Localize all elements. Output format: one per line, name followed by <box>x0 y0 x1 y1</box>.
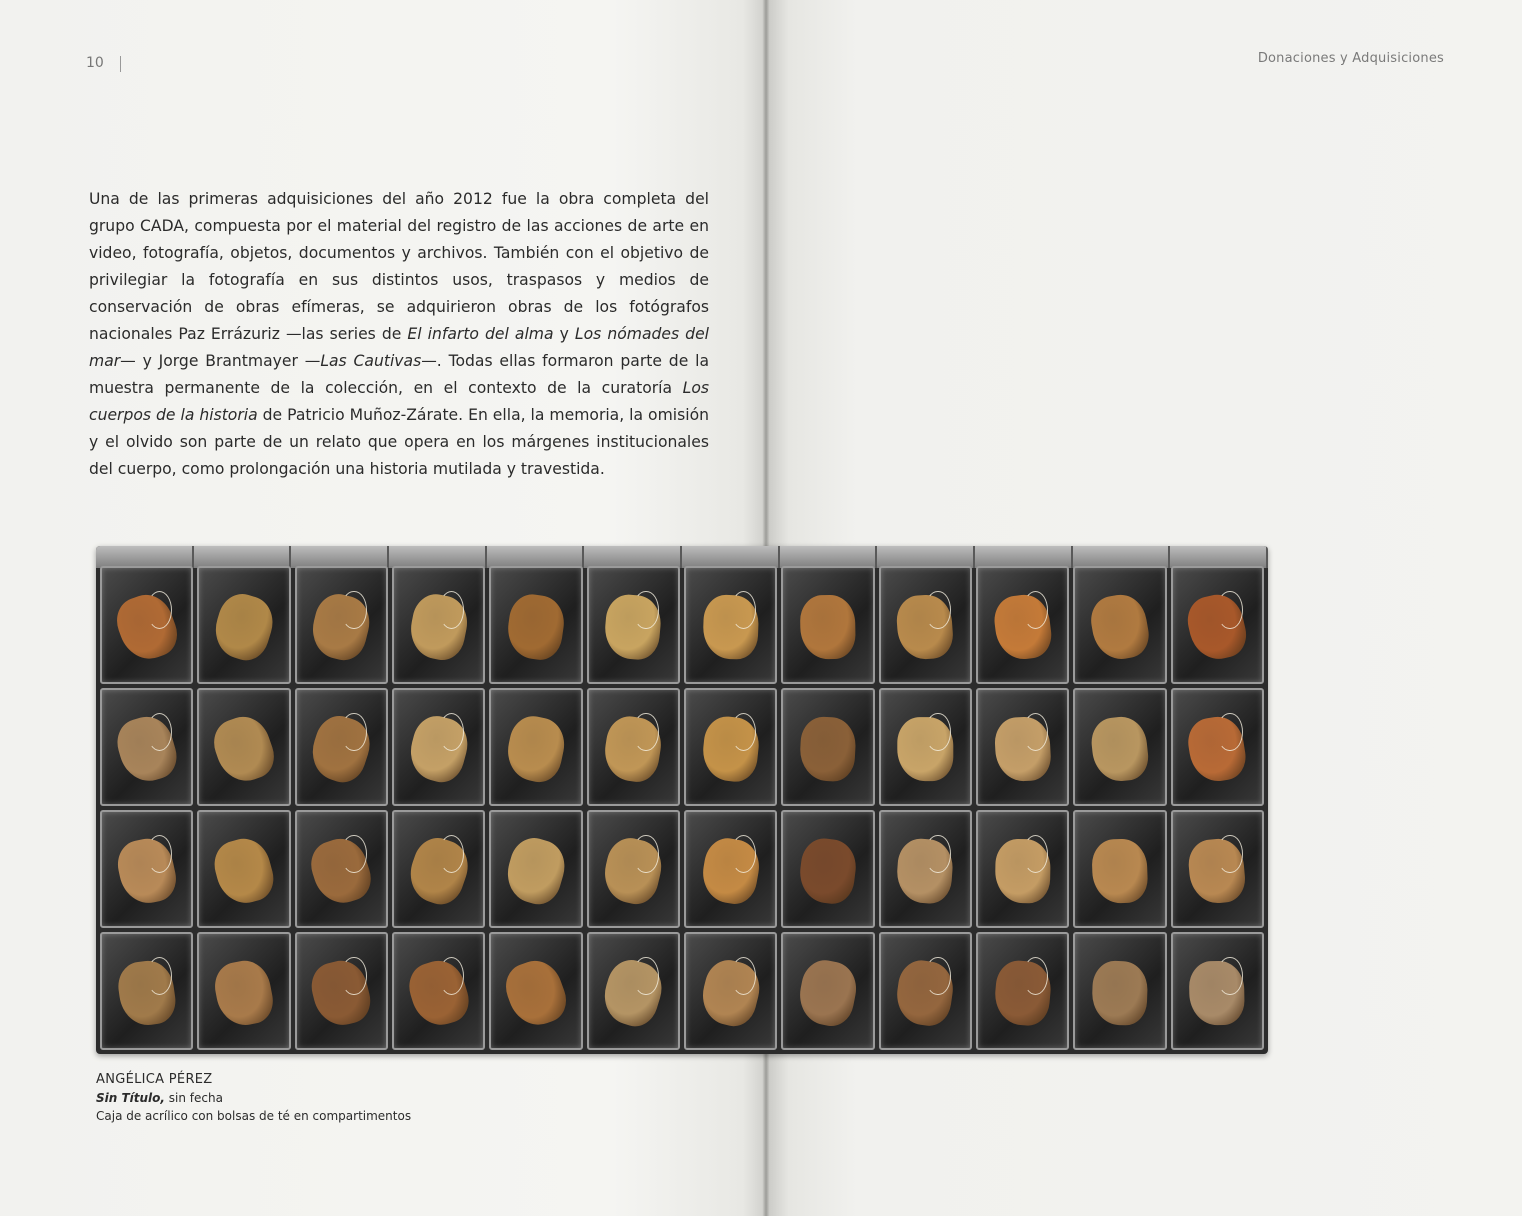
compartment <box>587 566 680 684</box>
tea-bag-string <box>633 713 658 751</box>
tea-bag-string <box>341 957 366 995</box>
compartment <box>197 810 290 928</box>
compartment <box>879 566 972 684</box>
compartment <box>392 810 485 928</box>
tea-bag-string <box>731 957 756 995</box>
tea-bag-string <box>147 713 172 751</box>
tea-bag <box>795 957 862 1030</box>
compartment <box>392 688 485 806</box>
compartment <box>197 932 290 1050</box>
tea-bag <box>207 710 280 788</box>
compartment <box>587 688 680 806</box>
compartment <box>295 566 388 684</box>
compartment <box>781 932 874 1050</box>
tea-bag <box>598 955 670 1032</box>
artwork-photo <box>96 546 1268 1054</box>
tea-bag-string <box>1217 957 1242 995</box>
compartment <box>1171 688 1264 806</box>
page-number-divider <box>120 56 121 72</box>
compartment <box>976 688 1069 806</box>
curatorship-title: Los cuerpos de la historia <box>89 379 709 424</box>
tea-bag <box>209 833 279 909</box>
compartment <box>100 810 193 928</box>
tea-bag-string <box>439 835 464 873</box>
tea-bag <box>504 592 568 663</box>
compartment <box>781 810 874 928</box>
tea-bag-string <box>731 591 756 629</box>
tea-bag-string <box>439 591 464 629</box>
compartment <box>1073 566 1166 684</box>
caption-date: sin fecha <box>164 1091 223 1105</box>
tea-bag <box>404 711 474 787</box>
compartment <box>684 688 777 806</box>
compartment <box>879 932 972 1050</box>
tea-bag <box>501 833 572 910</box>
tea-bag-string <box>925 957 950 995</box>
compartment-grid <box>100 566 1264 1050</box>
compartment <box>392 932 485 1050</box>
tea-bag-string <box>731 713 756 751</box>
compartment <box>100 688 193 806</box>
tea-bag-string <box>439 713 464 751</box>
tea-bag-string <box>633 957 658 995</box>
tea-bag-string <box>925 591 950 629</box>
tea-bag-string <box>1023 835 1048 873</box>
compartment <box>781 566 874 684</box>
tea-bag <box>502 712 569 786</box>
tea-bag <box>402 832 475 910</box>
tea-bag <box>797 836 860 906</box>
tea-bag-string <box>147 835 172 873</box>
tea-bag-string <box>925 835 950 873</box>
figure-caption <box>96 1072 411 1123</box>
compartment <box>1171 932 1264 1050</box>
compartment <box>587 810 680 928</box>
tea-bag <box>111 711 182 788</box>
tea-bag <box>403 955 475 1032</box>
compartment <box>879 688 972 806</box>
compartment <box>1073 688 1166 806</box>
compartment <box>976 566 1069 684</box>
tea-bag <box>1091 838 1149 904</box>
tea-bag-string <box>147 957 172 995</box>
tea-bag-string <box>731 835 756 873</box>
compartment <box>1171 810 1264 928</box>
tea-bag <box>211 957 278 1030</box>
compartment <box>684 566 777 684</box>
compartment <box>392 566 485 684</box>
tea-bag-string <box>1217 591 1242 629</box>
compartment <box>100 566 193 684</box>
tea-bag <box>305 832 377 910</box>
tea-bag-string <box>147 591 172 629</box>
compartment <box>1073 932 1166 1050</box>
body-text-segment: y <box>553 325 575 343</box>
caption-medium: Caja de acrílico con bolsas de té en compartimentos <box>96 1109 412 1123</box>
compartment <box>976 932 1069 1050</box>
tea-bag-string <box>1217 713 1242 751</box>
tea-bag-string <box>439 957 464 995</box>
tea-bag-string <box>341 591 366 629</box>
compartment <box>295 932 388 1050</box>
body-paragraph <box>89 186 709 483</box>
compartment <box>295 688 388 806</box>
compartment <box>489 932 582 1050</box>
running-head: Donaciones y Adquisiciones <box>1257 51 1444 66</box>
compartment <box>197 566 290 684</box>
tea-bag <box>110 588 184 667</box>
tea-bag-string <box>925 713 950 751</box>
compartment <box>1073 810 1166 928</box>
compartment <box>587 932 680 1050</box>
compartment <box>781 688 874 806</box>
caption-work-title: Sin Título, <box>96 1091 165 1105</box>
tea-bag <box>1087 591 1153 663</box>
compartment <box>976 810 1069 928</box>
tea-bag-string <box>1023 591 1048 629</box>
tea-bag-string <box>633 835 658 873</box>
caption-artist: ANGÉLICA PÉREZ <box>96 1072 213 1087</box>
compartment <box>489 810 582 928</box>
tea-bag <box>696 956 765 1031</box>
series-title-los-nomades-del-mar: Los nómades del mar <box>89 325 710 370</box>
compartment <box>489 688 582 806</box>
tea-bag-string <box>341 713 366 751</box>
page-number: 10 <box>86 55 104 71</box>
body-text-segment: de Patricio Muñoz-Zárate. En ella, la memoria, la omisión y el olvido son parte de un relato que opera en los márgenes institucionales del cuerpo, como prolongación una historia mutilada y travestida. <box>89 406 709 478</box>
tea-bag <box>799 716 858 783</box>
caption-title-line <box>96 1091 411 1105</box>
compartment <box>100 932 193 1050</box>
tea-bag-string <box>633 591 658 629</box>
compartment <box>1171 566 1264 684</box>
tea-bag <box>305 710 377 788</box>
tea-bag-string <box>1023 957 1048 995</box>
compartment <box>295 810 388 928</box>
tea-bag-string <box>1217 835 1242 873</box>
tea-bag-string <box>341 835 366 873</box>
body-text-segment: — y Jorge Brantmayer — <box>120 352 321 370</box>
body-text-segment: —. Todas ellas formaron parte de la muestra permanente de la colección, en el contexto de la curatoría <box>89 352 710 397</box>
tea-bag <box>1091 960 1149 1026</box>
compartment <box>197 688 290 806</box>
tea-bag <box>499 954 573 1033</box>
compartment <box>684 932 777 1050</box>
tea-bag <box>208 589 280 666</box>
body-text-segment: Una de las primeras adquisiciones del año 2012 fue la obra completa del grupo CADA, compuesta por el material del registro de las acciones de arte en video, fotografía, objetos, documentos y archivos. También con el objetivo de privilegiar la fotografía en sus distintos usos, traspasos y medios de conservación de obras efímeras, se adquirieron obras de los fotógrafos nacionales Paz Errázuriz —las series de <box>89 190 709 343</box>
compartment <box>489 566 582 684</box>
series-title-el-infarto-del-alma: El infarto del alma <box>407 325 554 343</box>
compartment <box>684 810 777 928</box>
compartment <box>879 810 972 928</box>
acrylic-box-lid <box>96 546 1268 568</box>
tea-bag <box>1089 715 1151 784</box>
series-title-las-cautivas: Las Cautivas <box>320 352 422 370</box>
tea-bag-string <box>1023 713 1048 751</box>
tea-bag <box>800 595 856 660</box>
